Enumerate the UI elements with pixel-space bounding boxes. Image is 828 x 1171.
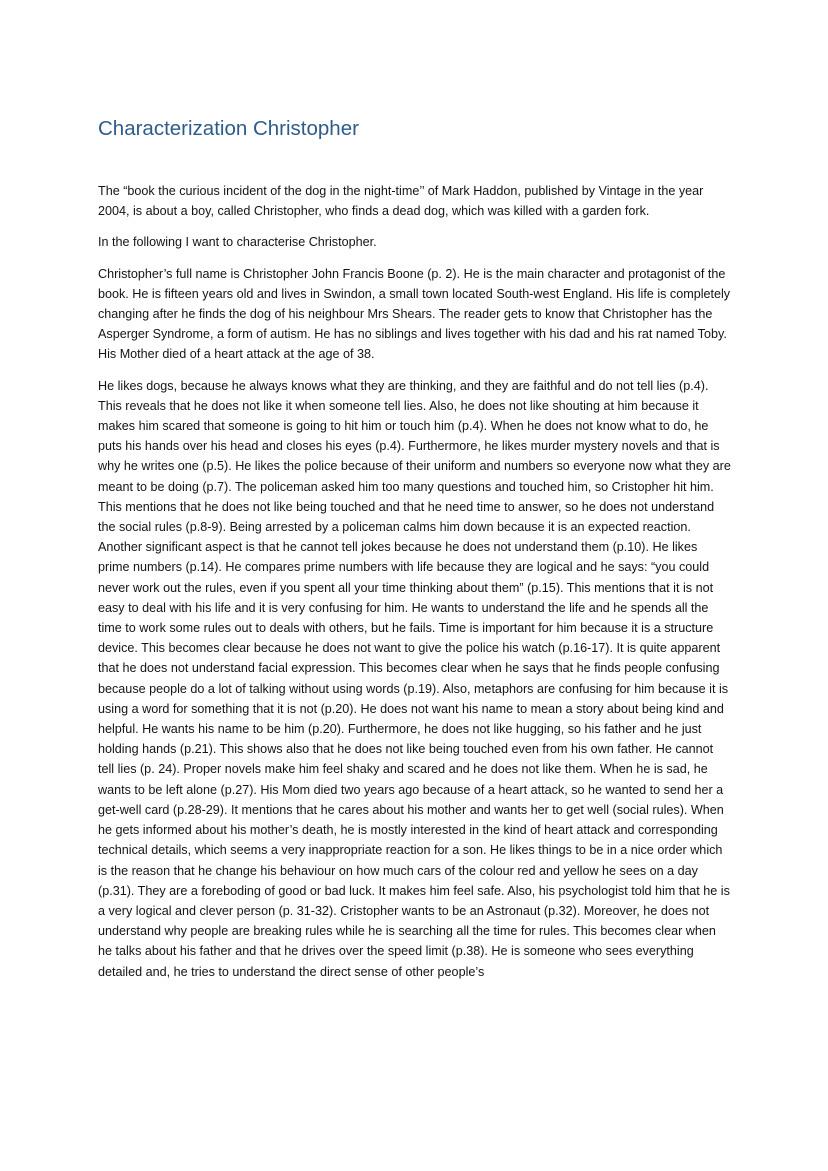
paragraph-background: Christopher’s full name is Christopher John Francis Boone (p. 2). He is the main character and protagonist of the book. He is fifteen years old and lives in Swindon, a small town located South-west England. His life is completely changing after he finds the dog of his neighbour Mrs Shears. The reader gets to know that Christopher has the Asperger Syndrome, a form of autism. He has no siblings and lives together with his dad and his rat named Toby. His Mother died of a heart attack at the age of 38. (98, 266, 731, 362)
document-title: Characterization Christopher (98, 117, 359, 140)
paragraph-traits: He likes dogs, because he always knows what they are thinking, and they are faithful and do not tell lies (p.4). This reveals that he does not like it when someone tell lies. Also, he does not like shouting at him because it makes him scared that someone is going to hit him or touch him (p.4). When he does not know what to do, he puts his hands over his head and closes his eyes (p.4). Furthermore, he likes murder mystery novels and that is why he writes one (p.5). He likes the police because of their uniform and numbers so everyone now what they are meant to be doing (p.7). The policeman asked him too many questions and touched him, so Cristopher hit him. This mentions that he does not like being touched and that he need time to answer, so he does not understand the social rules (p.8-9). Being arrested by a policeman calms him down because it is an expected reaction. Another significant aspect is that he cannot tell jokes because he does not understand them (p.10). He likes prime numbers (p.14). He compares prime numbers with life because they are logical and he says: “you could never work out the rules, even if you spent all your time thinking about them” (p.15). This mentions that it is not easy to deal with his life and it is very confusing for him. He wants to understand the life and he spends all the time to work some rules out to deals with others, but he fails. Time is important for him because it is a structure device. This becomes clear because he does not want to give the police his watch (p.16-17). It is quite apparent that he does not understand facial expression. This becomes clear when he says that he finds people confusing because people do a lot of talking without using words (p.19). Also, metaphors are confusing for him because it is using a word for something that it is not (p.20). He does not want his name to mean a story about being kind and helpful. He wants his name to be him (p.20). Furthermore, he does not like hugging, so his father and he just holding hands (p.21). This shows also that he does not like being touched even from his own father. He cannot tell lies (p. 24). Proper novels make him feel shaky and scared and he does not like them. When he is sad, he wants to be left alone (p.27). His Mom died two years ago because of a heart attack, so he wanted to send her a get-well card (p.28-29). It mentions that he cares about his mother and wants her to get well (social rules). When he gets informed about his mother’s death, he is mostly interested in the kind of heart attack and corresponding technical details, which seems a very inappropriate reaction for a son. He likes things to be in a nice order which is the reason that he change his behaviour on how much cars of the colour red and yellow he sees on a day (p.31). They are a foreboding of good or bad luck. It makes him feel safe. Also, his psychologist told him that he is a very logical and clever person (p. 31-32). Cristopher wants to be an Astronaut (p.32). Moreover, he does not understand why people are breaking rules while he is searching all the time for rules. This becomes clear when he talks about his father and that he drives over the speed limit (p.38). He is someone who sees everything detailed and, he tries to understand the direct sense of other people’s (98, 378, 731, 979)
document-body (98, 114, 732, 993)
paragraph-intro: The “book the curious incident of the dog in the night-time’’ of Mark Haddon, published by Vintage in the year 2004, is about a boy, called Christopher, who finds a dead dog, which was killed with a garden fork. (98, 184, 704, 219)
paragraph-purpose: In the following I want to characterise Christopher. (98, 235, 377, 250)
